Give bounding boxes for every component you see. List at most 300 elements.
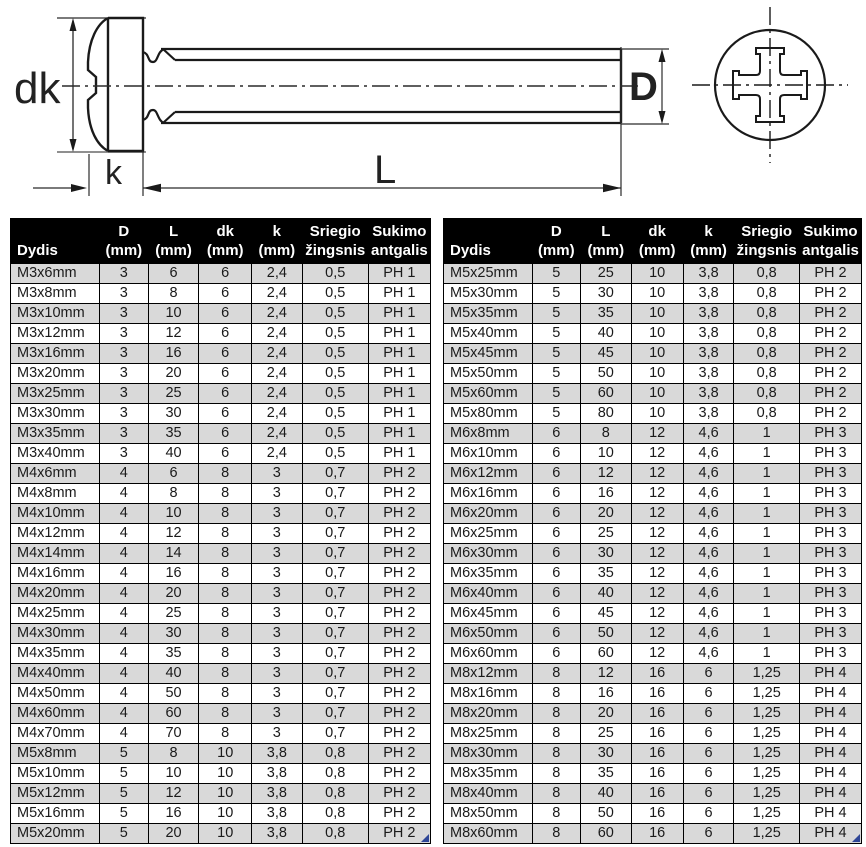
size-cell: M6x50mm: [444, 624, 533, 644]
value-cell: 10: [148, 764, 199, 784]
value-cell: 6: [199, 444, 252, 464]
size-cell: M5x30mm: [444, 284, 533, 304]
table-row: [444, 484, 862, 504]
table-row: [11, 584, 431, 604]
value-cell: PH 2: [800, 364, 862, 384]
value-cell: 10: [631, 304, 683, 324]
table-row: [11, 324, 431, 344]
value-cell: 8: [148, 284, 199, 304]
table-row: [444, 784, 862, 804]
value-cell: 5: [532, 344, 581, 364]
value-cell: PH 4: [800, 684, 862, 704]
value-cell: 35: [581, 764, 631, 784]
table-row: [11, 704, 431, 724]
value-cell: 16: [631, 724, 683, 744]
value-cell: 3: [99, 264, 148, 284]
value-cell: 0,8: [302, 784, 368, 804]
header-cell: dk (mm): [631, 219, 683, 264]
value-cell: 30: [148, 624, 199, 644]
size-cell: M3x25mm: [11, 384, 100, 404]
size-cell: M4x12mm: [11, 524, 100, 544]
value-cell: 8: [199, 644, 252, 664]
value-cell: 60: [581, 644, 631, 664]
value-cell: 4,6: [683, 624, 733, 644]
value-cell: 6: [199, 284, 252, 304]
table-row: [11, 364, 431, 384]
value-cell: 6: [199, 324, 252, 344]
value-cell: 6: [683, 804, 733, 824]
value-cell: PH 1: [368, 404, 430, 424]
value-cell: PH 2: [368, 744, 430, 764]
value-cell: 8: [199, 684, 252, 704]
value-cell: 50: [148, 684, 199, 704]
size-cell: M3x8mm: [11, 284, 100, 304]
value-cell: 1: [734, 564, 800, 584]
size-cell: M5x80mm: [444, 404, 533, 424]
value-cell: 3: [252, 464, 303, 484]
value-cell: 4: [99, 644, 148, 664]
value-cell: 5: [99, 784, 148, 804]
value-cell: 1: [734, 504, 800, 524]
header-cell: L (mm): [148, 219, 199, 264]
table-row: [11, 504, 431, 524]
value-cell: PH 2: [368, 584, 430, 604]
header-cell: dk (mm): [199, 219, 252, 264]
value-cell: 0,7: [302, 624, 368, 644]
table-row: [11, 564, 431, 584]
size-cell: M5x16mm: [11, 804, 100, 824]
value-cell: 6: [532, 444, 581, 464]
value-cell: 6: [532, 504, 581, 524]
value-cell: PH 4: [800, 764, 862, 784]
value-cell: 8: [199, 484, 252, 504]
value-cell: 16: [631, 824, 683, 844]
value-cell: 40: [581, 784, 631, 804]
value-cell: 0,7: [302, 484, 368, 504]
size-cell: M6x60mm: [444, 644, 533, 664]
value-cell: 8: [199, 704, 252, 724]
value-cell: 4: [99, 584, 148, 604]
value-cell: PH 2: [368, 484, 430, 504]
value-cell: 16: [148, 564, 199, 584]
table-row: [444, 804, 862, 824]
value-cell: 8: [532, 664, 581, 684]
table-row: [444, 344, 862, 364]
value-cell: 8: [532, 764, 581, 784]
value-cell: 8: [199, 524, 252, 544]
value-cell: 0,5: [302, 264, 368, 284]
value-cell: PH 4: [800, 704, 862, 724]
value-cell: 5: [99, 744, 148, 764]
value-cell: 20: [581, 504, 631, 524]
value-cell: 0,7: [302, 584, 368, 604]
value-cell: 10: [148, 304, 199, 324]
value-cell: PH 2: [800, 384, 862, 404]
value-cell: 1,25: [734, 704, 800, 724]
value-cell: 12: [631, 504, 683, 524]
value-cell: 3,8: [683, 284, 733, 304]
value-cell: 16: [631, 804, 683, 824]
table-row: [444, 744, 862, 764]
table-row: [11, 824, 431, 844]
spec-table-right-wrap: [443, 218, 862, 844]
spec-tables: [0, 218, 866, 844]
dim-label-D: D: [629, 65, 658, 109]
table-row: [11, 404, 431, 424]
value-cell: 16: [631, 764, 683, 784]
value-cell: 10: [631, 344, 683, 364]
value-cell: 10: [199, 824, 252, 844]
value-cell: 3: [252, 544, 303, 564]
value-cell: 0,7: [302, 524, 368, 544]
value-cell: 20: [148, 584, 199, 604]
value-cell: 12: [631, 484, 683, 504]
header-cell: Sriegio žingsnis: [734, 219, 800, 264]
size-cell: M5x12mm: [11, 784, 100, 804]
value-cell: 8: [532, 804, 581, 824]
value-cell: 5: [532, 304, 581, 324]
size-cell: M5x60mm: [444, 384, 533, 404]
value-cell: 6: [532, 524, 581, 544]
value-cell: PH 2: [368, 724, 430, 744]
table-row: [11, 344, 431, 364]
value-cell: 4,6: [683, 524, 733, 544]
value-cell: 3: [252, 484, 303, 504]
value-cell: 2,4: [252, 264, 303, 284]
value-cell: 4,6: [683, 504, 733, 524]
size-cell: M4x16mm: [11, 564, 100, 584]
value-cell: 50: [581, 364, 631, 384]
value-cell: 4: [99, 564, 148, 584]
value-cell: 12: [631, 584, 683, 604]
value-cell: 10: [199, 764, 252, 784]
value-cell: 50: [581, 804, 631, 824]
size-cell: M8x35mm: [444, 764, 533, 784]
table-row: [444, 304, 862, 324]
value-cell: 1,25: [734, 744, 800, 764]
value-cell: 5: [532, 384, 581, 404]
value-cell: 0,8: [734, 344, 800, 364]
size-cell: M5x10mm: [11, 764, 100, 784]
value-cell: 10: [631, 384, 683, 404]
value-cell: 2,4: [252, 284, 303, 304]
value-cell: 45: [581, 344, 631, 364]
table-row: [444, 504, 862, 524]
value-cell: 3: [252, 624, 303, 644]
value-cell: 16: [148, 344, 199, 364]
value-cell: PH 1: [368, 344, 430, 364]
value-cell: 0,8: [302, 764, 368, 784]
value-cell: 3,8: [683, 364, 733, 384]
value-cell: 4,6: [683, 444, 733, 464]
value-cell: 14: [148, 544, 199, 564]
side-view: [33, 18, 669, 196]
value-cell: 8: [199, 504, 252, 524]
screw-technical-drawing: [0, 0, 866, 212]
size-cell: M4x50mm: [11, 684, 100, 704]
value-cell: 5: [532, 264, 581, 284]
value-cell: 20: [148, 364, 199, 384]
value-cell: 4: [99, 684, 148, 704]
value-cell: 1: [734, 584, 800, 604]
value-cell: 5: [532, 284, 581, 304]
value-cell: 5: [99, 824, 148, 844]
table-row: [11, 684, 431, 704]
value-cell: 6: [199, 404, 252, 424]
spec-table-left: [10, 218, 431, 844]
value-cell: 4,6: [683, 644, 733, 664]
value-cell: 1: [734, 444, 800, 464]
value-cell: 1,25: [734, 684, 800, 704]
value-cell: 2,4: [252, 404, 303, 424]
value-cell: 3: [252, 704, 303, 724]
value-cell: 3,8: [252, 764, 303, 784]
value-cell: PH 1: [368, 444, 430, 464]
value-cell: PH 2: [368, 704, 430, 724]
value-cell: PH 4: [800, 784, 862, 804]
value-cell: 12: [148, 524, 199, 544]
header-cell: D (mm): [532, 219, 581, 264]
value-cell: 1,25: [734, 724, 800, 744]
value-cell: 6: [532, 624, 581, 644]
value-cell: PH 2: [800, 264, 862, 284]
value-cell: 0,5: [302, 404, 368, 424]
value-cell: 12: [631, 544, 683, 564]
value-cell: 6: [199, 344, 252, 364]
value-cell: 10: [631, 404, 683, 424]
value-cell: PH 3: [800, 544, 862, 564]
value-cell: 20: [581, 704, 631, 724]
value-cell: 10: [581, 444, 631, 464]
value-cell: 8: [199, 564, 252, 584]
value-cell: PH 3: [800, 484, 862, 504]
value-cell: 40: [148, 664, 199, 684]
value-cell: 8: [199, 724, 252, 744]
table-row: [444, 444, 862, 464]
value-cell: 2,4: [252, 364, 303, 384]
value-cell: 5: [99, 764, 148, 784]
value-cell: 3: [252, 644, 303, 664]
value-cell: 4,6: [683, 484, 733, 504]
header-row: [11, 219, 431, 264]
value-cell: 10: [631, 324, 683, 344]
header-cell: Sriegio žingsnis: [302, 219, 368, 264]
value-cell: 3,8: [252, 824, 303, 844]
table-row: [444, 764, 862, 784]
size-cell: M3x35mm: [11, 424, 100, 444]
value-cell: 6: [532, 544, 581, 564]
size-cell: M4x20mm: [11, 584, 100, 604]
header-cell: Sukimo antgalis: [800, 219, 862, 264]
fill-handle-icon[interactable]: [421, 834, 429, 842]
value-cell: PH 2: [368, 624, 430, 644]
value-cell: PH 1: [368, 384, 430, 404]
value-cell: PH 2: [368, 784, 430, 804]
value-cell: 4: [99, 724, 148, 744]
size-cell: M6x20mm: [444, 504, 533, 524]
value-cell: PH 2: [800, 284, 862, 304]
value-cell: PH 4: [800, 804, 862, 824]
value-cell: 12: [631, 604, 683, 624]
value-cell: 20: [148, 824, 199, 844]
value-cell: PH 1: [368, 304, 430, 324]
value-cell: 0,8: [302, 804, 368, 824]
table-row: [11, 624, 431, 644]
value-cell: 6: [683, 784, 733, 804]
value-cell: 2,4: [252, 424, 303, 444]
size-cell: M6x35mm: [444, 564, 533, 584]
size-cell: M5x25mm: [444, 264, 533, 284]
header-cell: k (mm): [683, 219, 733, 264]
value-cell: 3,8: [252, 804, 303, 824]
value-cell: 1,25: [734, 804, 800, 824]
value-cell: 0,7: [302, 724, 368, 744]
value-cell: 3,8: [252, 744, 303, 764]
value-cell: 45: [581, 604, 631, 624]
size-cell: M4x35mm: [11, 644, 100, 664]
table-row: [444, 544, 862, 564]
value-cell: PH 2: [368, 464, 430, 484]
value-cell: PH 3: [800, 604, 862, 624]
value-cell: 10: [199, 784, 252, 804]
value-cell: 16: [631, 684, 683, 704]
value-cell: 40: [148, 444, 199, 464]
table-row: [444, 384, 862, 404]
value-cell: 25: [581, 524, 631, 544]
value-cell: PH 2: [368, 664, 430, 684]
value-cell: PH 4: [800, 824, 862, 844]
value-cell: PH 2: [800, 404, 862, 424]
value-cell: 1: [734, 624, 800, 644]
value-cell: PH 2: [368, 764, 430, 784]
table-row: [444, 404, 862, 424]
value-cell: PH 2: [368, 504, 430, 524]
header-row: [444, 219, 862, 264]
value-cell: 10: [148, 504, 199, 524]
value-cell: 8: [532, 684, 581, 704]
value-cell: PH 2: [368, 544, 430, 564]
value-cell: 8: [532, 784, 581, 804]
table-row: [444, 604, 862, 624]
value-cell: 1: [734, 524, 800, 544]
value-cell: 12: [631, 644, 683, 664]
size-cell: M6x8mm: [444, 424, 533, 444]
size-cell: M6x12mm: [444, 464, 533, 484]
table-row: [11, 544, 431, 564]
value-cell: 6: [199, 384, 252, 404]
spec-table-left-wrap: [10, 218, 431, 844]
value-cell: 16: [581, 484, 631, 504]
value-cell: 0,5: [302, 284, 368, 304]
value-cell: 4,6: [683, 544, 733, 564]
screw-head-profile: [88, 18, 143, 151]
value-cell: 0,7: [302, 604, 368, 624]
value-cell: 4,6: [683, 424, 733, 444]
size-cell: M8x60mm: [444, 824, 533, 844]
value-cell: 6: [199, 424, 252, 444]
value-cell: 5: [532, 404, 581, 424]
value-cell: 4: [99, 504, 148, 524]
value-cell: 6: [199, 304, 252, 324]
value-cell: 12: [631, 424, 683, 444]
table-row: [11, 304, 431, 324]
value-cell: 8: [148, 484, 199, 504]
value-cell: 8: [532, 744, 581, 764]
value-cell: PH 3: [800, 424, 862, 444]
size-cell: M5x40mm: [444, 324, 533, 344]
size-cell: M3x6mm: [11, 264, 100, 284]
value-cell: 4: [99, 484, 148, 504]
value-cell: 3: [99, 344, 148, 364]
size-cell: M3x12mm: [11, 324, 100, 344]
value-cell: 4: [99, 604, 148, 624]
table-row: [11, 284, 431, 304]
value-cell: 0,8: [734, 364, 800, 384]
size-cell: M8x30mm: [444, 744, 533, 764]
value-cell: 3: [252, 684, 303, 704]
value-cell: 1,25: [734, 664, 800, 684]
value-cell: 3: [99, 404, 148, 424]
value-cell: 8: [532, 824, 581, 844]
value-cell: 16: [631, 744, 683, 764]
value-cell: 0,8: [734, 404, 800, 424]
value-cell: PH 1: [368, 284, 430, 304]
value-cell: 12: [148, 324, 199, 344]
value-cell: 3,8: [683, 404, 733, 424]
value-cell: 8: [199, 464, 252, 484]
value-cell: PH 4: [800, 744, 862, 764]
value-cell: 8: [199, 604, 252, 624]
table-row: [11, 444, 431, 464]
fill-handle-icon[interactable]: [852, 834, 860, 842]
value-cell: 0,8: [302, 824, 368, 844]
value-cell: 3: [99, 424, 148, 444]
value-cell: 0,8: [734, 324, 800, 344]
table-row: [11, 464, 431, 484]
table-row: [444, 824, 862, 844]
table-row: [444, 684, 862, 704]
table-row: [444, 524, 862, 544]
value-cell: 0,7: [302, 464, 368, 484]
value-cell: 12: [631, 464, 683, 484]
header-cell: D (mm): [99, 219, 148, 264]
table-row: [11, 644, 431, 664]
value-cell: 6: [683, 724, 733, 744]
value-cell: 3: [99, 284, 148, 304]
value-cell: PH 1: [368, 324, 430, 344]
value-cell: 16: [148, 804, 199, 824]
value-cell: 0,7: [302, 504, 368, 524]
value-cell: 6: [148, 264, 199, 284]
value-cell: 3: [252, 584, 303, 604]
table-row: [11, 724, 431, 744]
value-cell: PH 2: [368, 564, 430, 584]
header-cell: L (mm): [581, 219, 631, 264]
size-cell: M5x8mm: [11, 744, 100, 764]
value-cell: PH 3: [800, 644, 862, 664]
value-cell: 8: [532, 724, 581, 744]
value-cell: 0,7: [302, 544, 368, 564]
header-cell: Dydis: [11, 219, 100, 264]
value-cell: 1: [734, 644, 800, 664]
value-cell: 60: [581, 824, 631, 844]
value-cell: PH 2: [368, 824, 430, 844]
value-cell: 1: [734, 544, 800, 564]
value-cell: 6: [532, 584, 581, 604]
value-cell: 3,8: [683, 384, 733, 404]
value-cell: 3,8: [683, 304, 733, 324]
value-cell: 70: [148, 724, 199, 744]
